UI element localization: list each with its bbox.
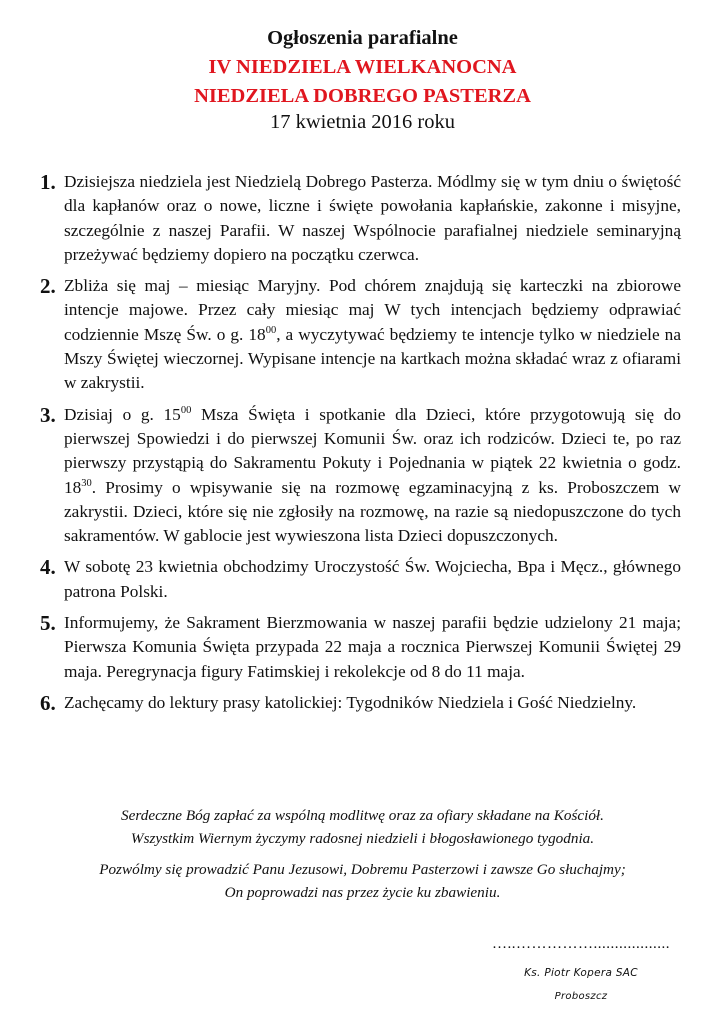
- text-segment: , a wyczytywać będziemy te intencje tylko w niedziele na Mszy Świętej wieczornej. Wypisane intencje na kartkach można składać wraz z ofiarami w zakrystii.: [64, 324, 681, 393]
- liturgical-day-subtitle: NIEDZIELA DOBREGO PASTERZA: [194, 85, 531, 107]
- announcement-list: [40, 170, 681, 722]
- announcement-text: [64, 555, 681, 604]
- signature-role: Proboszcz: [554, 991, 608, 1002]
- announcement-text: [64, 611, 681, 684]
- closing-line: On poprowadzi nas przez życie ku zbawieniu.: [224, 884, 501, 901]
- time-minutes-superscript: 30: [81, 477, 92, 489]
- announcement-number: 6.: [40, 690, 56, 715]
- announcement-item: [40, 170, 681, 267]
- announcement-item: [40, 691, 681, 716]
- announcement-item: [40, 274, 681, 395]
- liturgical-day-title: IV NIEDZIELA WIELKANOCNA: [208, 56, 517, 78]
- announcement-number: 5.: [40, 611, 56, 636]
- announcement-text: [64, 691, 681, 715]
- text-segment: W sobotę 23 kwietnia obchodzimy Uroczystość Św. Wojciecha, Bpa i Męcz., głównego patrona Polski.: [64, 557, 681, 601]
- time-minutes-superscript: 00: [265, 325, 277, 337]
- document-title: Ogłoszenia parafialne: [267, 27, 458, 49]
- announcement-item: [40, 403, 681, 549]
- closing-text: [0, 804, 725, 904]
- document-header: [0, 24, 725, 134]
- closing-line: Wszystkim Wiernym życzymy radosnej niedzieli i błogosławionego tygodnia.: [130, 830, 595, 847]
- announcement-number: 1.: [40, 170, 56, 194]
- announcement-number: 4.: [40, 555, 56, 580]
- time-minutes-superscript: 00: [180, 404, 192, 416]
- closing-line: Pozwólmy się prowadzić Panu Jezusowi, Dobremu Pasterzowi i zawsze Go słuchajmy;: [99, 861, 626, 878]
- text-segment: Zachęcamy do lektury prasy katolickiej: Tygodników Niedziela i Gość Niedzielny.: [64, 692, 637, 712]
- signature-line: …..……………..................: [492, 936, 670, 952]
- announcement-number: 3.: [40, 402, 56, 427]
- text-segment: Informujemy, że Sakrament Bierzmowania w naszej parafii będzie udzielony 21 maja; Pierwsza Komunia Święta przypada 22 maja a rocznica Pierwszej Komunii Świętej 29 maja. Peregrynacja figury Fatimskiej i rekolekcje od 8 do 11 maja.: [64, 613, 681, 681]
- text-segment: Dzisiejsza niedziela jest Niedzielą Dobrego Pasterza. Módlmy się w tym dniu o świętość dla kapłanów oraz o nowe, liczne i święte powołania kapłańskie, zakonne i misyjne, szczególnie z naszej Parafii. W naszej Wspólnocie parafialnej niedziele seminaryjną przeżywać będziemy dopiero na początku czerwca.: [64, 172, 681, 264]
- signature-block: [478, 936, 684, 1002]
- announcement-text: [64, 274, 681, 395]
- announcement-text: [64, 403, 681, 549]
- announcement-item: [40, 611, 681, 684]
- document-date: 17 kwietnia 2016 roku: [269, 111, 456, 133]
- text-segment: Msza Święta i spotkanie dla Dzieci, które przygotowują się do pierwszej Spowiedzi i do pierwszej Komunii Św. oraz ich rodziców. Dzieci te, po raz pierwszy przystąpią do Sakramentu Pokuty i Pojednania w piątek 22 kwietnia o godz. 18: [64, 404, 681, 497]
- text-segment: . Prosimy o wpisywanie się na rozmowę egzaminacyjną z ks. Proboszczem w zakrystii. Dzieci, które się nie zgłosiły na rozmowę, na razie są niedopuszczone do tych sakramentów. W gablocie jest wywieszona lista Dzieci dopuszczonych.: [64, 477, 681, 546]
- text-segment: Zbliża się maj – miesiąc Maryjny. Pod chórem znajdują się karteczki na zbiorowe intencje majowe. Przez cały miesiąc maj W tych intencjach będziemy odprawiać codziennie Mszę Św. o g. 18: [64, 276, 681, 344]
- closing-line: Serdeczne Bóg zapłać za wspólną modlitwę oraz za ofiary składane na Kościół.: [121, 807, 604, 824]
- signature-name: Ks. Piotr Kopera SAC: [524, 967, 638, 979]
- announcement-number: 2.: [40, 274, 56, 299]
- announcement-text: [64, 170, 681, 267]
- announcement-item: [40, 555, 681, 604]
- text-segment: Dzisiaj o g. 15: [64, 404, 181, 424]
